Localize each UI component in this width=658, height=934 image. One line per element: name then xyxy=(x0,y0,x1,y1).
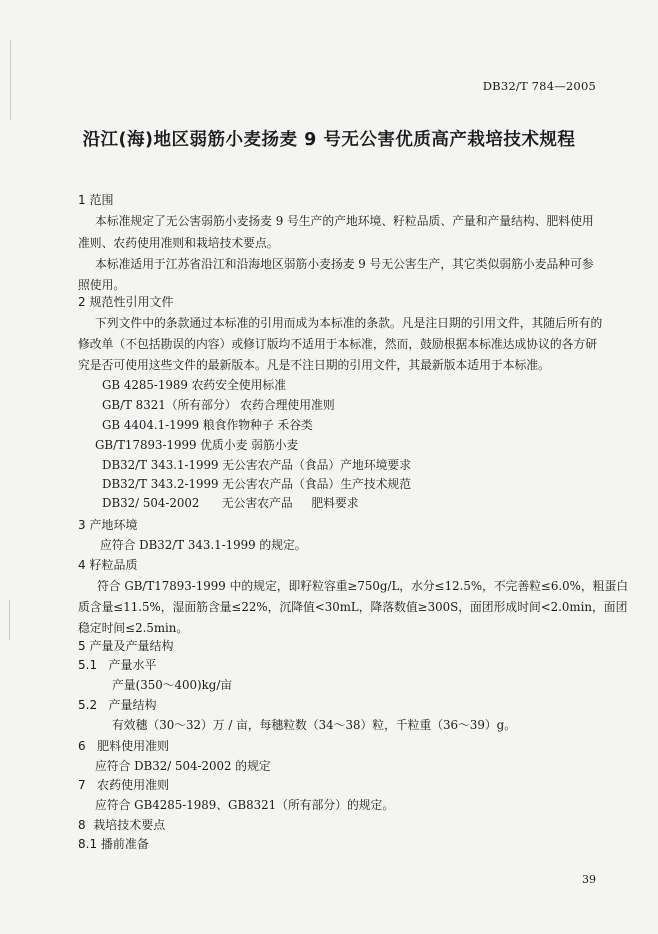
section-7-paragraph: 应符合 GB4285-1989、GB8321（所有部分）的规定。 xyxy=(95,798,395,812)
reference-item: DB32/T 343.1-1999 无公害农产品（食品）产地环境要求 xyxy=(102,458,412,472)
section-4-paragraph-line-3: 稳定时间≤2.5min。 xyxy=(78,621,189,635)
section-2-paragraph-line-3: 究是否可使用这些文件的最新版本。凡是不注日期的引用文件，其最新版本适用于本标准。 xyxy=(78,358,550,372)
section-8-1-heading: 8.1 播前准备 xyxy=(78,837,149,851)
section-6-paragraph: 应符合 DB32/ 504-2002 的规定 xyxy=(95,759,271,773)
section-8-heading: 8 栽培技术要点 xyxy=(78,818,166,832)
section-4-paragraph-line-1: 符合 GB/T17893-1999 中的规定，即籽粒容重≥750g/L，水分≤12.5%，不完善粒≤6.0%，粗蛋白 xyxy=(97,579,629,593)
section-2-paragraph-line-1: 下列文件中的条款通过本标准的引用而成为本标准的条款。凡是注日期的引用文件，其随后所有的 xyxy=(95,316,603,330)
scan-margin-mark xyxy=(10,40,11,120)
section-5-2-heading: 5.2 产量结构 xyxy=(78,698,157,712)
section-7-heading: 7 农药使用准则 xyxy=(78,778,170,792)
section-5-heading: 5 产量及产量结构 xyxy=(78,639,174,653)
section-1-paragraph-2-line-1: 本标准适用于江苏省沿江和沿海地区弱筋小麦扬麦 9 号无公害生产，其它类似弱筋小麦品种可参 xyxy=(95,257,594,271)
section-4-heading: 4 籽粒品质 xyxy=(78,558,138,572)
section-1-paragraph-1-line-2: 准则、农药使用准则和栽培技术要点。 xyxy=(78,236,279,250)
reference-item: GB 4404.1-1999 粮食作物种子 禾谷类 xyxy=(102,418,313,432)
section-6-heading: 6 肥料使用准则 xyxy=(78,739,170,753)
section-5-1-paragraph: 产量(350～400)kg/亩 xyxy=(112,678,233,692)
reference-item: GB/T17893-1999 优质小麦 弱筋小麦 xyxy=(95,438,299,452)
reference-item: GB 4285-1989 农药安全使用标准 xyxy=(102,378,286,392)
document-title: 沿江(海)地区弱筋小麦扬麦 9 号无公害优质高产栽培技术规程 xyxy=(82,130,576,150)
section-3-heading: 3 产地环境 xyxy=(78,518,138,532)
section-5-1-heading: 5.1 产量水平 xyxy=(78,658,157,672)
section-1-paragraph-1-line-1: 本标准规定了无公害弱筋小麦扬麦 9 号生产的产地环境、籽粒品质、产量和产量结构、肥料使用 xyxy=(95,214,594,228)
section-4-paragraph-line-2: 质含量≤11.5%，湿面筋含量≤22%，沉降值<30mL，降落数值≥300S，面团形成时间<2.0min，面团 xyxy=(78,600,628,614)
reference-item: DB32/ 504-2002 无公害农产品 肥料要求 xyxy=(102,496,359,510)
reference-item: GB/T 8321（所有部分） 农药合理使用准则 xyxy=(102,398,335,412)
section-1-heading: 1 范围 xyxy=(78,193,114,207)
section-3-paragraph: 应符合 DB32/T 343.1-1999 的规定。 xyxy=(100,538,307,552)
reference-item: DB32/T 343.2-1999 无公害农产品（食品）生产技术规范 xyxy=(102,477,412,491)
section-2-heading: 2 规范性引用文件 xyxy=(78,295,174,309)
document-code: DB32/T 784—2005 xyxy=(482,79,596,93)
section-5-2-paragraph: 有效穗（30～32）万 / 亩，每穗粒数（34～38）粒，千粒重（36～39）g。 xyxy=(112,718,517,732)
section-2-paragraph-line-2: 修改单（不包括勘误的内容）或修订版均不适用于本标准，然而，鼓励根据本标准达成协议的各方研 xyxy=(78,337,598,351)
section-1-paragraph-2-line-2: 照使用。 xyxy=(78,278,126,292)
page-number: 39 xyxy=(582,873,596,886)
scan-margin-mark xyxy=(9,600,10,640)
